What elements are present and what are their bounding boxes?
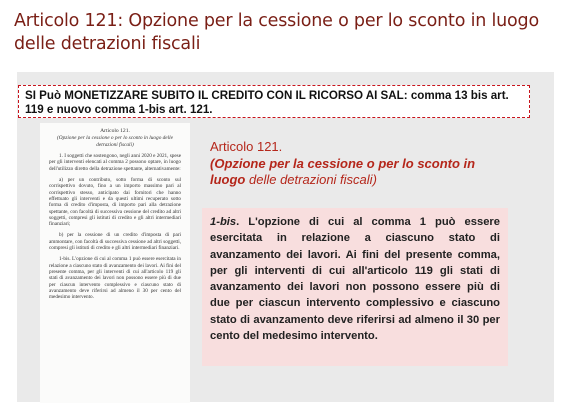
document-paragraph: 1-bis. L'opzione di cui al comma 1 può essere esercitata in relazione a ciascuno stato di avanzamento dei lavori. Ai fini del presente comma, per gli interventi di cui all'articolo 119 gli stati di avanzamento dei lavori non possono essere più di due per ciascun intervento complessivo e ciascuno stato di avanzamento deve riferirsi ad almeno il 30 per cento del medesimo intervento.	[49, 256, 181, 301]
document-heading: Articolo 121.	[100, 128, 130, 134]
excerpt-comma-number: 1-bis	[210, 216, 237, 228]
excerpt-article-title: Articolo 121.	[210, 139, 283, 154]
scanned-document-page	[40, 123, 190, 403]
document-subheading: (Opzione per la cessione o per lo sconto in luogo delle detrazioni fiscali)	[57, 135, 173, 148]
highlight-banner: SI Può MONETIZZARE SUBITO IL CREDITO CON IL RICORSO AI SAL: comma 13 bis art. 119 e nuovo comma 1-bis art. 121.	[18, 85, 530, 118]
document-paragraph: a) per un contributo, sotto forma di sconto sul corrispettivo dovuto, fino a un importo massimo pari al corrispettivo stesso, anticipato dai fornitori che hanno effettuato gli interventi e da questi ultimi recuperato sotto forma di credito d'imposta, di importo pari alla detrazione spettante, con facoltà di successiva cessione del credito ad altri soggetti, compresi gli istituti di credito e gli altri intermediari finanziari;	[49, 177, 181, 228]
excerpt-subtitle-bold: (Opzione per la cessione o per lo sconto in luogo	[210, 155, 476, 187]
excerpt-article-subtitle	[210, 156, 510, 189]
excerpt-heading	[210, 139, 510, 189]
page-title: Articolo 121: Opzione per la cessione o per lo sconto in luogo delle detrazioni fiscali	[14, 11, 539, 54]
document-paragraph: b) per la cessione di un credito d'imposta di pari ammontare, con facoltà di successiva cessione ad altri soggetti, compresi gli istituti di credito e gli altri intermediari finanziari.	[49, 232, 181, 252]
excerpt-body-text: . L'opzione di cui al comma 1 può essere esercitata in relazione a ciascuno stato di avanzamento dei lavori. Ai fini del presente comma, per gli interventi di cui all'articolo 119 gli stati di avanzamento dei lavori non possono essere più di due per ciascun intervento complessivo e ciascuno stato di avanzamento deve riferirsi ad almeno il 30 per cento del medesimo intervento.	[210, 216, 500, 343]
document-paragraph: 1. I soggetti che sostengono, negli anni 2020 e 2021, spese per gli interventi elencati al comma 2 possono optare, in luogo dell'utilizzo diretto della detrazione spettante, alternativamente:	[49, 153, 181, 172]
excerpt-subtitle-rest: delle detrazioni fiscali)	[245, 172, 377, 187]
excerpt-highlight-box	[202, 208, 508, 366]
